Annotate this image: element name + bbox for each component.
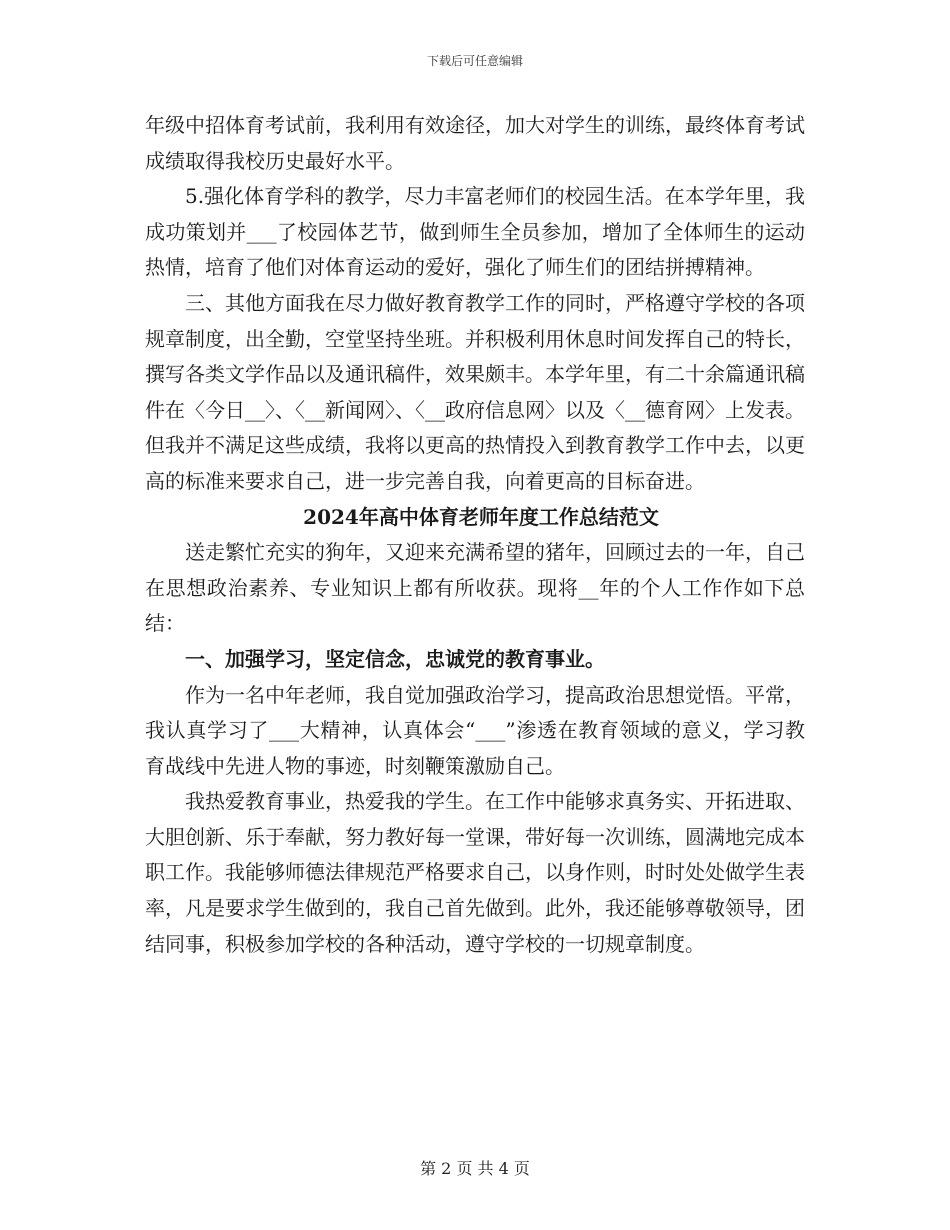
- paragraph-section-3: 三、其他方面我在尽力做好教育教学工作的同时，严格遵守学校的各项规章制度，出全勤，空堂坚持坐班。并积极利用休息时间发挥自己的特长，撰写各类文学作品以及通讯稿件，效果颇丰。本学年里，有二十余篇通讯稿件在〈今日__〉、〈__新闻网〉、〈__政府信息网〉以及〈__德育网〉上发表。但我并不满足这些成绩，我将以更高的热情投入到教育教学工作中去，以更高的标准来要求自己，进一步完善自我，向着更高的目标奋进。: [145, 290, 805, 493]
- section-1-paragraph-2: 我热爱教育事业，热爱我的学生。在工作中能够求真务实、开拓进取、大胆创新、乐于奉献，努力教好每一堂课，带好每一次训练，圆满地完成本职工作。我能够师德法律规范严格要求自己，以身作则，时时处处做学生表率，凡是要求学生做到的，我自己首先做到。此外，我还能够尊敬领导，团结同事，积极参加学校的各种活动，遵守学校的一切规章制度。: [145, 789, 805, 956]
- page-number: 第 2 页 共 4 页: [420, 1159, 530, 1178]
- article-title: 2024年高中体育老师年度工作总结范文: [303, 504, 659, 529]
- section-1-paragraph-1: 作为一名中年老师，我自觉加强政治学习，提高政治思想觉悟。平常，我认真学习了___大精神，认真体会“___”渗透在教育领域的意义，学习教育战线中先进人物的事迹，时刻鞭策激励自己。: [145, 682, 805, 778]
- article-intro: 送走繁忙充实的狗年，又迎来充满希望的猪年，回顾过去的一年，自己在思想政治素养、专业知识上都有所收获。现将__年的个人工作作如下总结：: [145, 540, 805, 636]
- paragraph-continuation: 年级中招体育考试前，我利用有效途径，加大对学生的训练，最终体育考试成绩取得我校历史最好水平。: [145, 113, 805, 173]
- section-1-heading: 一、加强学习，坚定信念，忠诚党的教育事业。: [185, 646, 605, 671]
- document-body: [145, 108, 805, 962]
- paragraph-item-5: 5.强化体育学科的教学，尽力丰富老师们的校园生活。在本学年里，我成功策划并___了校园体艺节，做到师生全员参加，增加了全体师生的运动热情，培育了他们对体育运动的爱好，强化了师生们的团结拼搏精神。: [145, 184, 805, 280]
- page-header-note: 下载后可任意编辑: [426, 54, 523, 68]
